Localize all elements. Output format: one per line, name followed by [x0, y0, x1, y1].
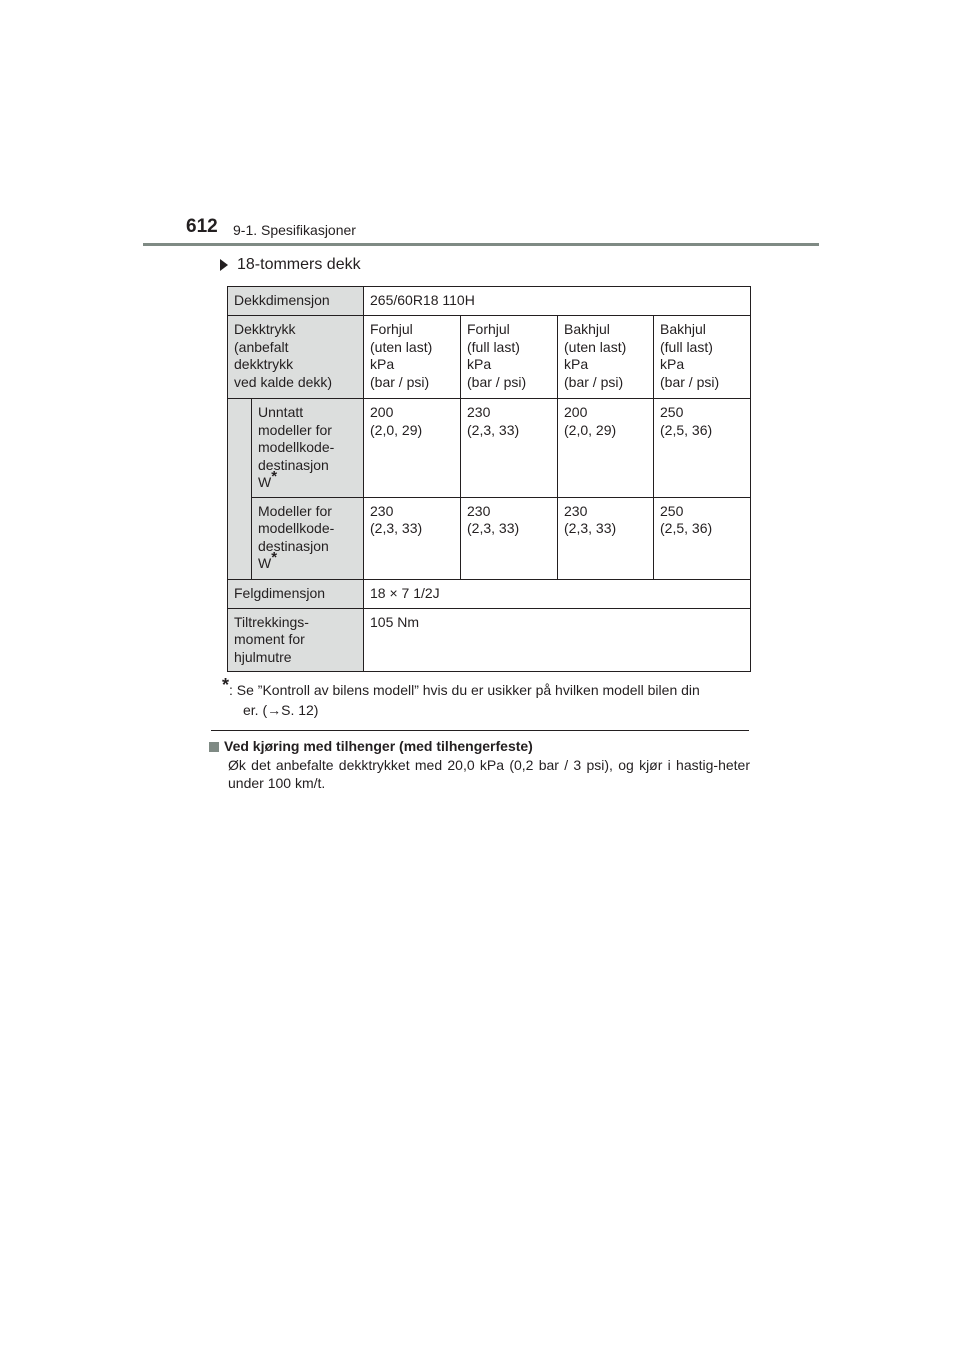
- column-header: Bakhjul (uten last) kPa (bar / psi): [558, 316, 654, 399]
- tire-pressure-label: Dekktrykk (anbefalt dekktrykk ved kalde dekk): [228, 316, 364, 399]
- table-cell: 250 (2,5, 36): [654, 497, 751, 579]
- column-header: Forhjul (uten last) kPa (bar / psi): [364, 316, 461, 399]
- rim-size-label: Felgdimensjon: [228, 579, 364, 608]
- footnote-text-cont: er. (→S. 12): [243, 702, 319, 718]
- footnote-marker: *: [271, 468, 278, 485]
- table-row: [228, 579, 751, 608]
- row-label: Modeller for modellkode- destinasjon W*: [252, 497, 364, 579]
- section-title: 9-1. Spesifikasjoner: [233, 222, 356, 238]
- square-bullet-icon: [209, 742, 219, 752]
- column-header: Forhjul (full last) kPa (bar / psi): [461, 316, 558, 399]
- triangle-bullet-icon: [220, 259, 228, 271]
- table-row: [228, 399, 751, 498]
- table-cell: 230 (2,3, 33): [461, 497, 558, 579]
- torque-label: Tiltrekkings- moment for hjulmutre: [228, 608, 364, 672]
- sub-heading: [220, 256, 361, 274]
- sub-heading-text: 18-tommers dekk: [237, 256, 361, 273]
- table-cell: 230 (2,3, 33): [558, 497, 654, 579]
- footnote: [222, 675, 752, 720]
- table-row: [228, 287, 751, 316]
- table-cell: 200 (2,0, 29): [558, 399, 654, 498]
- tire-spec-table: [227, 286, 751, 672]
- table-cell: 230 (2,3, 33): [364, 497, 461, 579]
- row-label: Unntatt modeller for modellkode- destinasjon W*: [252, 399, 364, 498]
- table-cell: 200 (2,0, 29): [364, 399, 461, 498]
- footnote-star: *: [222, 675, 230, 695]
- table-row: [228, 316, 751, 399]
- note-heading-text: Ved kjøring med tilhenger (med tilhengerfeste): [224, 738, 533, 754]
- footnote-marker: *: [271, 549, 278, 566]
- torque-value: 105 Nm: [364, 608, 751, 672]
- rim-size-value: 18 × 7 1/2J: [364, 579, 751, 608]
- header-rule: [143, 243, 819, 246]
- indent-cell: [228, 399, 252, 580]
- note-body: Øk det anbefalte dekktrykket med 20,0 kPa (0,2 bar / 3 psi), og kjør i hastig-heter under 100 km/t.: [228, 757, 750, 791]
- footnote-text: : Se ”Kontroll av bilens modell” hvis du er usikker på hvilken modell bilen din: [229, 682, 700, 698]
- table-cell: 250 (2,5, 36): [654, 399, 751, 498]
- table-row: [228, 608, 751, 672]
- table-row: [228, 497, 751, 579]
- note-heading: [209, 738, 533, 755]
- page-number: 612: [186, 216, 218, 237]
- column-header: Bakhjul (full last) kPa (bar / psi): [654, 316, 751, 399]
- note-divider: [211, 730, 749, 731]
- tire-size-label: Dekkdimensjon: [228, 287, 364, 316]
- table-cell: 230 (2,3, 33): [461, 399, 558, 498]
- tire-size-value: 265/60R18 110H: [364, 287, 751, 316]
